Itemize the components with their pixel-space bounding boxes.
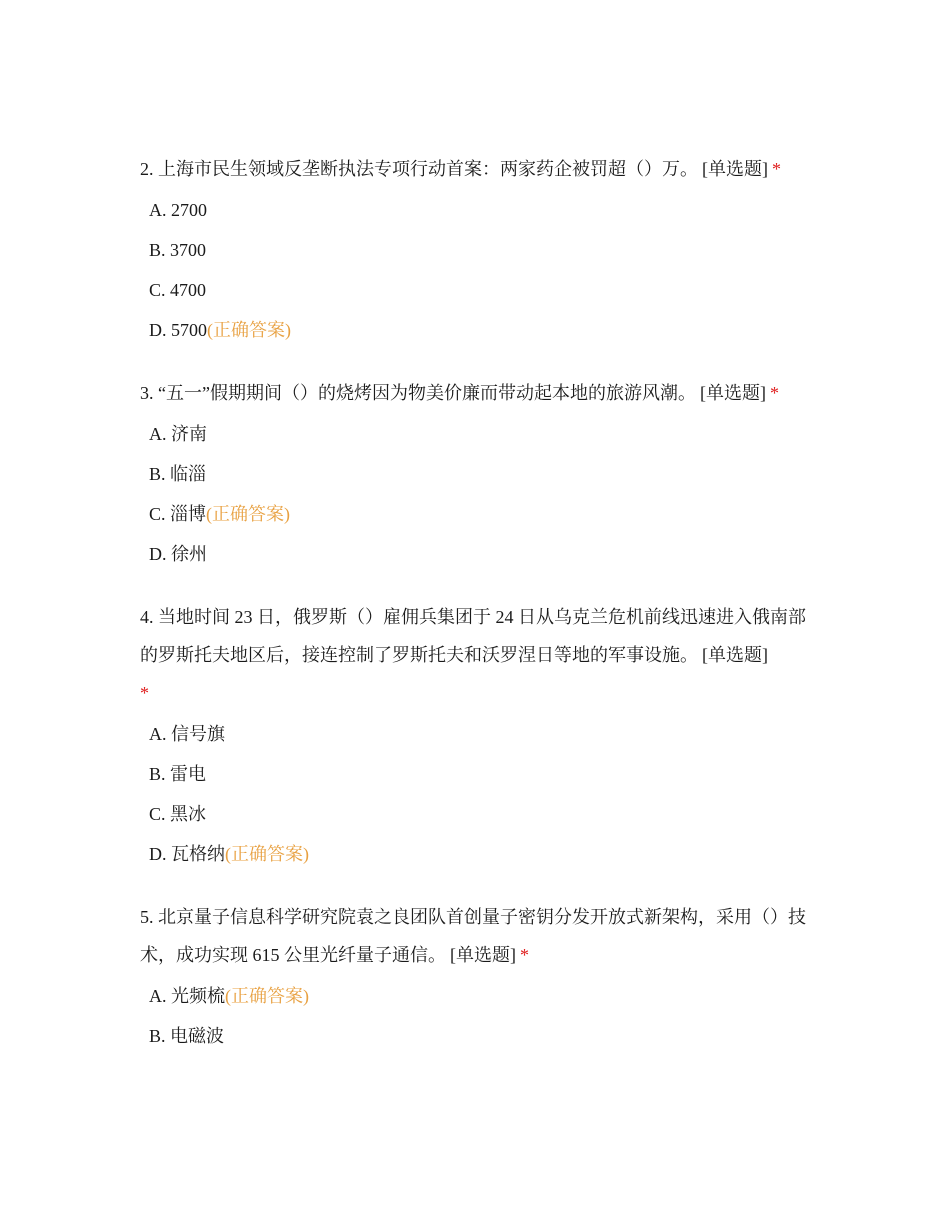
option-text: 2700 — [171, 200, 207, 220]
option-label: B. — [149, 464, 166, 484]
question-title — [140, 898, 820, 974]
required-mark: * — [772, 159, 781, 179]
question-text: “五一”假期期间（）的烧烤因为物美价廉而带动起本地的旅游风潮。 — [158, 383, 696, 403]
option-a[interactable] — [140, 414, 820, 454]
correct-answer-tag: (正确答案) — [206, 504, 291, 524]
option-label: D. — [149, 320, 167, 340]
option-label: C. — [149, 504, 166, 524]
option-b[interactable] — [140, 230, 820, 270]
required-mark: * — [140, 683, 149, 703]
question-title — [140, 374, 820, 412]
question-number: 3. — [140, 383, 154, 403]
question-list — [140, 150, 820, 1080]
correct-answer-tag: (正确答案) — [225, 844, 309, 864]
option-label: A. — [149, 424, 167, 444]
option-text: 光频梳 — [171, 986, 225, 1006]
required-mark: * — [520, 945, 529, 965]
question-number: 2. — [140, 159, 154, 179]
question-title — [140, 150, 820, 188]
question-text: 上海市民生领域反垄断执法专项行动首案：两家药企被罚超（）万。 — [158, 159, 698, 179]
option-text: 信号旗 — [171, 724, 225, 744]
question-5 — [140, 898, 820, 1056]
question-type: [单选题] — [702, 159, 768, 179]
option-text: 电磁波 — [170, 1026, 225, 1046]
option-text: 黑冰 — [170, 804, 207, 824]
option-a[interactable] — [140, 190, 820, 230]
question-text: 北京量子信息科学研究院袁之良团队首创量子密钥分发开放式新架构，采用（）技术，成功实现 615 公里光纤量子通信。 — [140, 907, 806, 965]
option-label: B. — [149, 1026, 166, 1046]
option-a[interactable] — [140, 714, 820, 754]
option-label: C. — [149, 804, 166, 824]
option-c[interactable] — [140, 794, 820, 834]
option-d[interactable] — [140, 310, 820, 350]
option-text: 雷电 — [170, 764, 207, 784]
question-number: 4. — [140, 607, 154, 627]
question-3 — [140, 374, 820, 574]
question-number: 5. — [140, 907, 154, 927]
option-label: A. — [149, 986, 167, 1006]
option-label: A. — [149, 200, 167, 220]
option-d[interactable] — [140, 534, 820, 574]
correct-answer-tag: (正确答案) — [225, 986, 309, 1006]
option-d[interactable] — [140, 834, 820, 874]
option-label: C. — [149, 280, 166, 300]
option-text: 4700 — [170, 280, 207, 300]
question-2 — [140, 150, 820, 350]
option-label: D. — [149, 544, 167, 564]
required-mark: * — [769, 383, 779, 403]
question-type: [单选题] — [702, 645, 768, 665]
option-c[interactable] — [140, 494, 820, 534]
option-b[interactable] — [140, 454, 820, 494]
option-text: 济南 — [171, 424, 207, 444]
option-text: 徐州 — [171, 544, 207, 564]
option-label: D. — [149, 844, 167, 864]
option-a[interactable] — [140, 976, 820, 1016]
question-title — [140, 598, 820, 712]
option-text: 淄博 — [170, 504, 207, 524]
option-label: B. — [149, 240, 166, 260]
option-text: 临淄 — [170, 464, 207, 484]
option-text: 5700 — [171, 320, 207, 340]
option-b[interactable] — [140, 1016, 820, 1056]
question-text: 当地时间 23 日，俄罗斯（）雇佣兵集团于 24 日从乌克兰危机前线迅速进入俄南部的罗斯托夫地区后，接连控制了罗斯托夫和沃罗涅日等地的军事设施。 — [140, 607, 806, 665]
option-text: 3700 — [170, 240, 207, 260]
option-label: A. — [149, 724, 167, 744]
question-type: [单选题] — [450, 945, 516, 965]
option-b[interactable] — [140, 754, 820, 794]
correct-answer-tag: (正确答案) — [207, 320, 291, 340]
option-label: B. — [149, 764, 166, 784]
option-text: 瓦格纳 — [171, 844, 225, 864]
question-type: [单选题] — [699, 383, 766, 403]
option-c[interactable] — [140, 270, 820, 310]
question-4 — [140, 598, 820, 874]
